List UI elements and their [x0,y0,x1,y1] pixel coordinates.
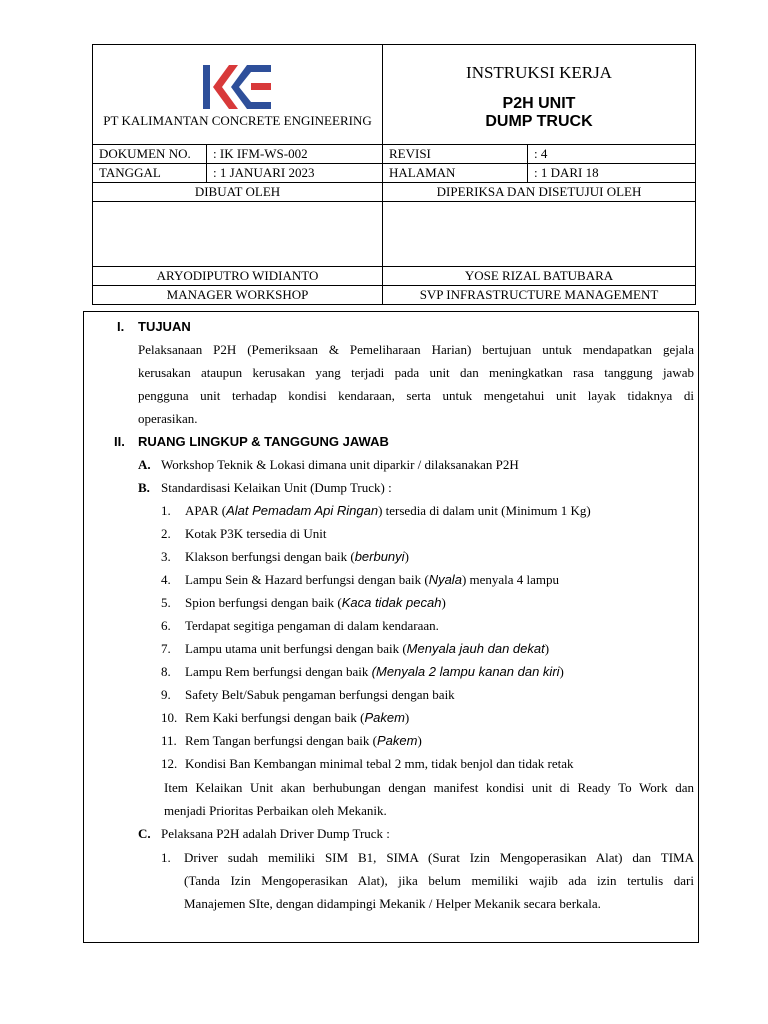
subsection-c-text: Pelaksana P2H adalah Driver Dump Truck : [161,826,390,841]
item-italic: Pakem [364,710,405,725]
doc-title-line1: P2H UNIT [502,94,576,112]
item-number: 2. [161,526,171,541]
item-text-end: ) tersedia di dalam unit (Minimum 1 Kg) [378,503,591,518]
approver-name: YOSE RIZAL BATUBARA [383,267,696,286]
section-2-number: II. [114,434,125,449]
doc-type: INSTRUKSI KERJA [466,62,612,82]
item-text: Rem Tangan berfungsi dengan baik ( [185,733,377,748]
subsection-b-note-line: Item Kelaikan Unit akan berhubungan dengan manifest kondisi unit di Ready To Work dan [164,780,694,795]
item-text-end: ) [404,710,410,725]
item-number: 11. [161,733,177,748]
item-number: 3. [161,549,171,564]
c-item-number: 1. [161,850,171,865]
checklist-item [161,503,591,519]
item-text-end: ) [544,641,550,656]
company-cell [93,45,383,145]
item-italic: Alat Pemadam Api Ringan [226,503,379,518]
c-item-text-line: (Tanda Izin Mengoperasikan Alat), jika belum memiliki wajib ada izin tertulis dari [184,873,694,888]
item-number: 10. [161,710,178,725]
item-text-end: ) [404,549,409,564]
section-2-title: RUANG LINGKUP & TANGGUNG JAWAB [138,434,389,449]
item-text: Safety Belt/Sabuk pengaman berfungsi dengan baik [185,687,455,702]
item-number: 9. [161,687,171,702]
item-italic: Pakem [377,733,418,748]
item-text: Rem Kaki berfungsi dengan baik ( [185,710,365,725]
doc-title-line2: DUMP TRUCK [485,112,593,130]
c-item-text-line: Manajemen SIte, dengan didampingi Mekanik / Helper Mekanik secara berkala. [184,896,601,911]
checklist-item [161,710,409,726]
section-1-number: I. [117,319,125,334]
title-cell [383,45,696,145]
item-text-end: ) [559,664,564,679]
item-text: Klakson berfungsi dengan baik ( [185,549,355,564]
item-text: Terdapat segitiga pengaman di dalam kendaraan. [185,618,439,633]
checklist-item [161,526,327,542]
subsection-b-note-line: menjadi Prioritas Perbaikan oleh Mekanik. [164,803,387,818]
item-text: Kondisi Ban Kembangan minimal tebal 2 mm, tidak benjol dan tidak retak [185,756,574,771]
item-text-end: ) [417,733,422,748]
item-text: APAR ( [185,503,227,518]
item-number: 8. [161,664,171,679]
halaman-label: HALAMAN [383,164,528,183]
checklist-item [161,641,549,657]
approver-signature-box [383,202,696,267]
item-text: Lampu Sein & Hazard berfungsi dengan baik ( [185,572,429,587]
maker-title: MANAGER WORKSHOP [93,286,383,305]
company-name: PT KALIMANTAN CONCRETE ENGINEERING [103,113,372,128]
item-number: 5. [161,595,171,610]
maker-signature-box [93,202,383,267]
item-italic: Menyala jauh dan dekat [406,641,545,656]
checklist-item [161,549,409,565]
checklist-item [161,733,422,749]
tanggal-label: TANGGAL [93,164,207,183]
subsection-b-label: B. [138,480,150,495]
approver-title: SVP INFRASTRUCTURE MANAGEMENT [383,286,696,305]
section-1-text-line: pengguna unit terhadap kondisi kendaraan, serta untuk mengetahui unit layak tidaknya di [138,388,694,403]
item-text: Spion berfungsi dengan baik ( [185,595,342,610]
item-italic: berbunyi [354,549,405,564]
item-italic: Kaca tidak pecah [341,595,442,610]
item-number: 4. [161,572,171,587]
revisi-value: : 4 [528,145,696,164]
c-item-text-line: Driver sudah memiliki SIM B1, SIMA (Surat Izin Mengoperasikan Alat) dan TIMA [184,850,694,865]
section-1-title: TUJUAN [138,319,191,334]
item-text: Lampu utama unit berfungsi dengan baik ( [185,641,407,656]
section-1-text-line: operasikan. [138,411,198,426]
halaman-value: : 1 DARI 18 [528,164,696,183]
checklist-item [161,756,573,772]
dibuat-oleh-label: DIBUAT OLEH [93,183,383,202]
subsection-a-text: Workshop Teknik & Lokasi dimana unit diparkir / dilaksanakan P2H [161,457,519,472]
checklist-item [161,572,559,588]
item-text: Kotak P3K tersedia di Unit [185,526,327,541]
item-text-end: ) [441,595,446,610]
item-text: Lampu Rem berfungsi dengan baik [185,664,372,679]
item-italic: (Menyala 2 lampu kanan dan kiri [371,664,560,679]
checklist-item [161,618,439,634]
revisi-label: REVISI [383,145,528,164]
item-number: 6. [161,618,171,633]
checklist-item [161,664,564,680]
document-header-table [92,44,696,305]
subsection-b-text: Standardisasi Kelaikan Unit (Dump Truck) : [161,480,392,495]
maker-name: ARYODIPUTRO WIDIANTO [93,267,383,286]
item-text-end: ) menyala 4 lampu [461,572,560,587]
item-italic: Nyala [428,572,462,587]
item-number: 7. [161,641,171,656]
dokumen-label: DOKUMEN NO. [93,145,207,164]
subsection-c-label: C. [138,826,151,841]
company-logo [201,63,273,111]
checklist-item [161,595,446,611]
dokumen-value: : IK IFM-WS-002 [207,145,383,164]
checklist-item [161,687,455,703]
subsection-a-label: A. [138,457,151,472]
section-1-text-line: kerusakan ataupun kerusakan yang terjadi pada unit dan meningkatkan rasa tanggung jawab [138,365,694,380]
item-number: 12. [161,756,178,771]
diperiksa-label: DIPERIKSA DAN DISETUJUI OLEH [383,183,696,202]
section-1-text-line: Pelaksanaan P2H (Pemeriksaan & Pemeliharaan Harian) bertujuan untuk mendapatkan gejala [138,342,694,357]
item-number: 1. [161,503,171,518]
tanggal-value: : 1 JANUARI 2023 [207,164,383,183]
